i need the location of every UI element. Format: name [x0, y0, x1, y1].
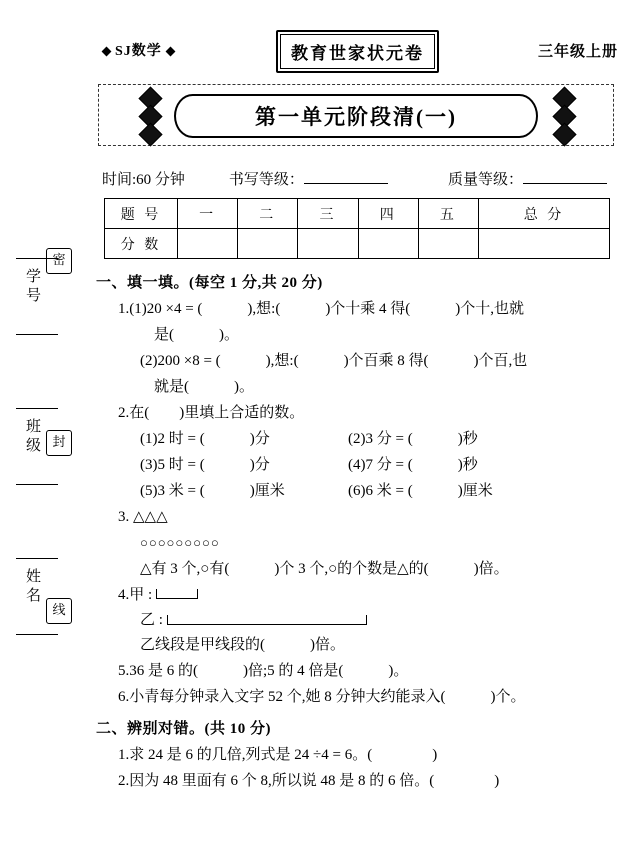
exam-info-line	[102, 168, 612, 189]
score-table-header-cell: 题 号	[105, 199, 178, 229]
question-4	[118, 582, 618, 608]
writing-grade-label: 书写等级：	[228, 172, 304, 188]
quality-grade-blank[interactable]	[523, 169, 607, 184]
question-2-row-3	[140, 478, 618, 504]
class-label: 班级	[24, 418, 40, 456]
score-cell[interactable]	[358, 229, 418, 259]
section-heading-1: 一、填一填。(每空 1 分,共 20 分)	[96, 275, 323, 291]
question-2-item-2: (2)3 分 = ( )秒	[348, 431, 478, 447]
ribbon-right	[540, 88, 594, 144]
main-title-banner	[174, 94, 538, 138]
question-2-item-4: (4)7 分 = ( )秒	[348, 457, 478, 473]
score-cell[interactable]	[479, 229, 610, 259]
class-rule	[16, 408, 58, 409]
score-table-header-cell: 一	[178, 199, 238, 229]
paper-body	[96, 264, 618, 794]
question-4-label-b: 乙 :	[140, 612, 163, 628]
question-4-label-a: 4.甲 :	[118, 587, 153, 603]
ribbon-left	[126, 88, 180, 144]
subject-text: SJ数学	[115, 44, 162, 59]
question-2-row-2	[140, 452, 618, 478]
diamond-icon	[138, 122, 162, 146]
student-id-label: 学号	[24, 268, 40, 306]
question-4-row-b	[140, 608, 618, 632]
score-table	[104, 198, 610, 259]
diamond-icon	[552, 122, 576, 146]
paper-header	[98, 30, 618, 76]
quality-grade-label: 质量等级：	[447, 172, 523, 188]
name-rule-2	[16, 634, 58, 635]
score-table-header-cell: 总 分	[479, 199, 610, 229]
question-1-2-cont: 就是( )。	[154, 379, 254, 395]
exam-paper	[74, 0, 638, 864]
question-2-item-5: (5)3 米 = ( )厘米	[140, 483, 285, 499]
score-cell[interactable]	[178, 229, 238, 259]
question-2-item-1: (1)2 时 = ( )分	[140, 431, 270, 447]
score-table-row-label: 分 数	[105, 229, 178, 259]
question-1-2: (2)200 ×8 = ( ),想:( )个百乘 8 得( )个百,也	[140, 353, 528, 369]
subject-label	[98, 40, 179, 60]
score-cell[interactable]	[298, 229, 358, 259]
question-1-1-cont: 是( )。	[154, 327, 239, 343]
class-rule-2	[16, 484, 58, 485]
brand-title-box	[276, 30, 439, 73]
question-3: 3. △△△	[118, 509, 168, 525]
brand-title-text: 教育世家状元卷	[280, 34, 435, 69]
seal-mark-1: 密	[46, 248, 72, 274]
diamond-icon-right	[165, 46, 175, 56]
student-id-rule-2	[16, 334, 58, 335]
seal-mark-2: 封	[46, 430, 72, 456]
question-2-item-3: (3)5 时 = ( )分	[140, 457, 270, 473]
score-table-header-cell: 五	[418, 199, 478, 229]
question-2-item-6: (6)6 米 = ( )厘米	[348, 483, 493, 499]
section-heading-2: 二、辨别对错。(共 10 分)	[96, 721, 271, 737]
score-cell[interactable]	[238, 229, 298, 259]
question-1-1: 1.(1)20 ×4 = ( ),想:( )个十乘 4 得( )个十,也就	[118, 301, 525, 317]
writing-grade-blank[interactable]	[304, 169, 388, 184]
question-3-text: △有 3 个,○有( )个 3 个,○的个数是△的( )倍。	[140, 561, 509, 577]
table-row	[105, 199, 610, 229]
score-table-header-cell: 四	[358, 199, 418, 229]
table-row	[105, 229, 610, 259]
seal-mark-3: 线	[46, 598, 72, 624]
segment-jia	[156, 589, 198, 599]
segment-yi	[167, 615, 367, 625]
name-label: 姓名	[24, 568, 40, 606]
time-label: 时间:60 分钟	[102, 172, 185, 188]
question-2: 2.在( )里填上合适的数。	[118, 405, 305, 421]
question-6: 6.小青每分钟录入文字 52 个,她 8 分钟大约能录入( )个。	[118, 689, 526, 705]
diamond-icon-left	[102, 46, 112, 56]
section2-question-1: 1.求 24 是 6 的几倍,列式是 24 ÷4 = 6。( )	[118, 747, 438, 763]
score-table-header-cell: 二	[238, 199, 298, 229]
section2-question-2: 2.因为 48 里面有 6 个 8,所以说 48 是 8 的 6 倍。( )	[118, 773, 500, 789]
page-title: 第一单元阶段清(一)	[255, 105, 457, 129]
question-4-text: 乙线段是甲线段的( )倍。	[140, 637, 345, 653]
question-5: 5.36 是 6 的( )倍;5 的 4 倍是( )。	[118, 663, 409, 679]
question-2-row-1	[140, 426, 618, 452]
grade-label: 三年级上册	[537, 44, 618, 60]
name-rule	[16, 558, 58, 559]
score-cell[interactable]	[418, 229, 478, 259]
question-3-circles: ○○○○○○○○○	[140, 535, 220, 550]
score-table-header-cell: 三	[298, 199, 358, 229]
left-margin-strip	[0, 0, 74, 864]
